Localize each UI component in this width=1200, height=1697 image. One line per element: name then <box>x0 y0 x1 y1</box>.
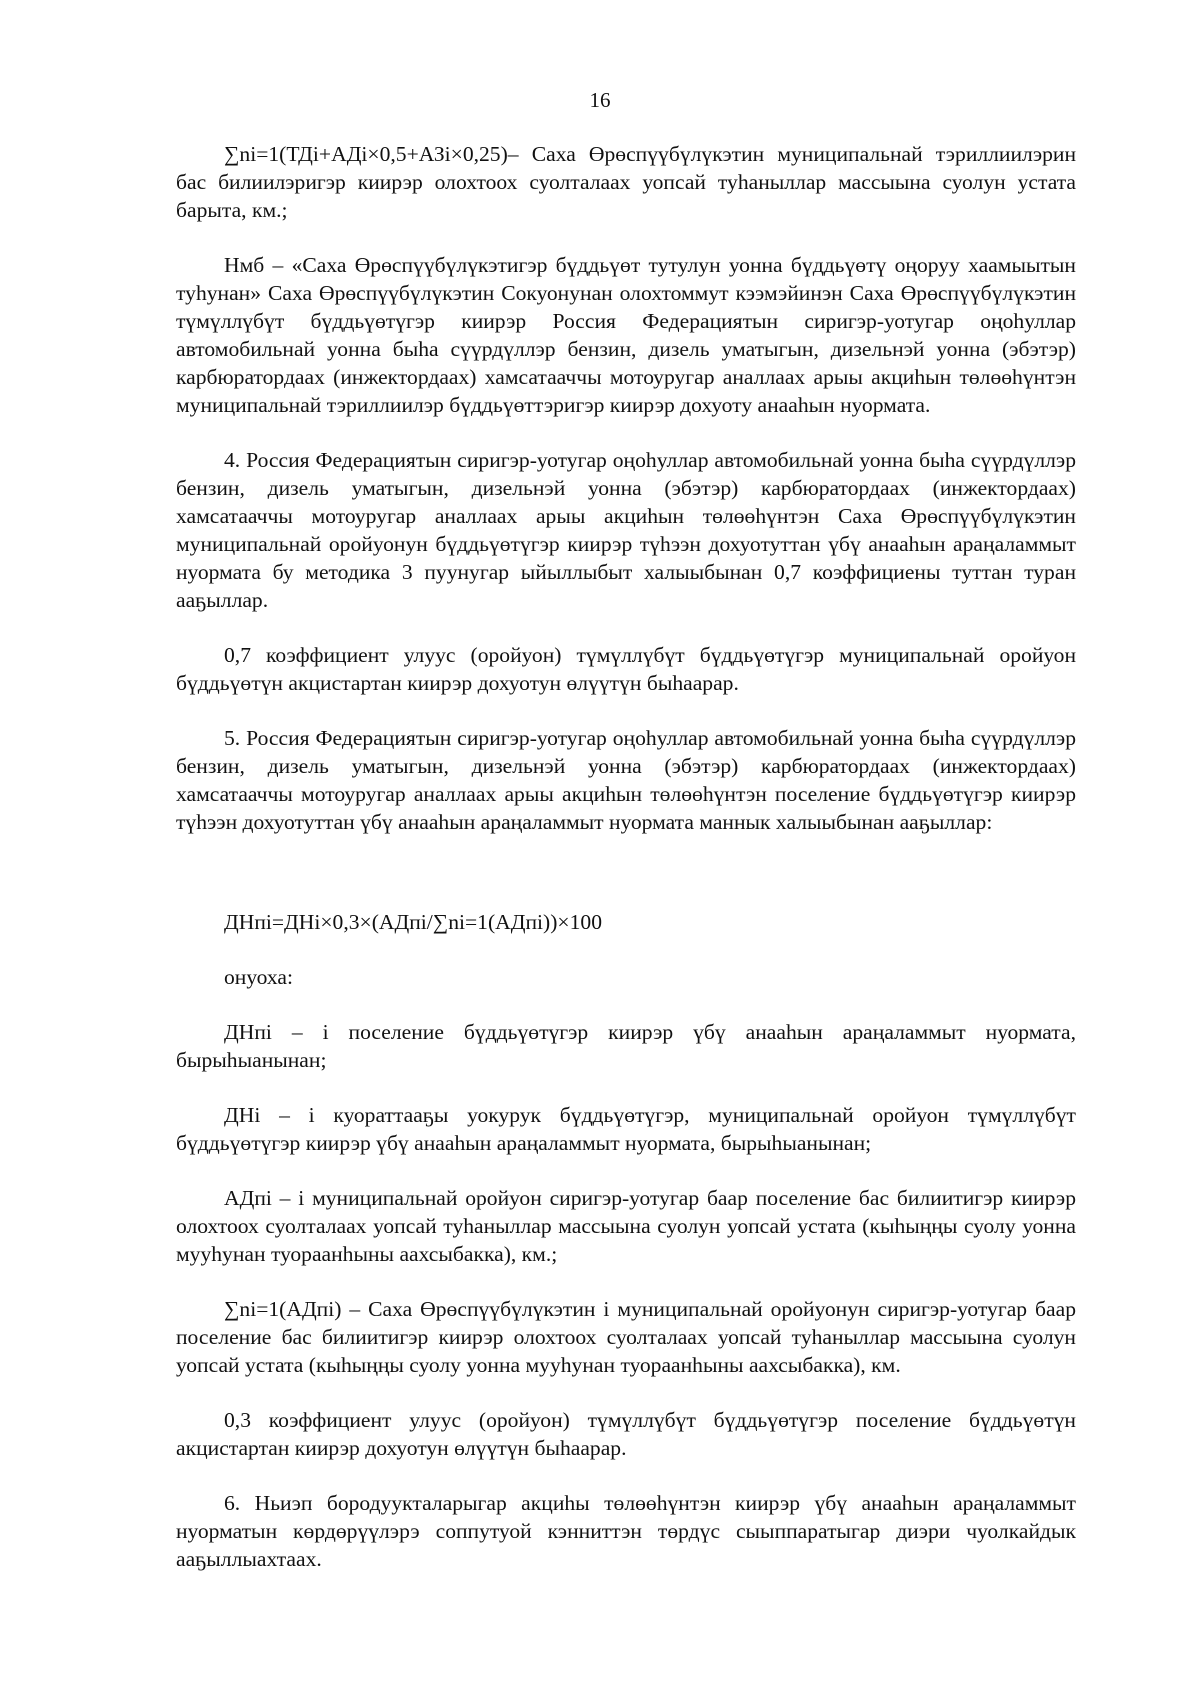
paragraph-item-6: 6. Ньиэп бородуукталарыгар акциһы төлөөһүнтэн киирэр үбү анааһын араңаламмыт нуорматын көрдөрүүлэрэ соппутуой кэнниттэн төрдүс сыыппаратыгар диэри чуолкайдык ааҕыллыахтаах. <box>176 1491 1076 1571</box>
paragraph-sum-definition: ∑ni=1(ТДі+АДі×0,5+АЗі×0,25)– Саха Өрөспүүбүлүкэтин муниципальнай тэриллиилэрин бас билиилэригэр киирэр олохтоох суолталаах уопсай туһаныллар массыына суолун устата барыта, км.; <box>176 142 1076 222</box>
paragraph-adpi-definition: АДпі – і муниципальнай оройуон сиригэр-уотугар баар поселение бас билиитигэр киирэр олохтоох суолталаах уопсай туһаныллар массыына суолун уопсай устата (кыһыңңы суолу уонна мууһунан туораанһыны аахсыбакка), км.; <box>176 1186 1076 1266</box>
paragraph-item-5: 5. Россия Федерациятын сиригэр-уотугар оңоһуллар автомобильнай уонна быһа сүүрдүллэр бензин, дизель уматыгын, дизельнэй уонна (эбэтэр) карбюратордаах (инжектордаах) хамсатааччы мотоуругар аналлаах арыы акциһын төлөөһүнтэн поселение бүддьүөтүгэр киирэр түһээн дохуотуттан үбү анааһын араңаламмыт нуормата маннык халыыбынан ааҕыллар: <box>176 726 1076 834</box>
paragraph-dnpi-definition: ДНпі – і поселение бүддьүөтүгэр киирэр үбү анааһын араңаламмыт нуормата, бырыһыанынан; <box>176 1020 1076 1072</box>
paragraph-item-4: 4. Россия Федерациятын сиригэр-уотугар оңоһуллар автомобильнай уонна быһа сүүрдүллэр бензин, дизель уматыгын, дизельнэй уонна (эбэтэр) карбюратордаах (инжектордаах) хамсатааччы мотоуругар аналлаах арыы акциһын төлөөһүнтэн Саха Өрөспүүбүлүкэтин муниципальнай оройуонун бүддьүөтүгэр киирэр түһээн дохуотуттан үбү анааһын араңаламмыт нуормата бу методика 3 пуунугар ыйыллыбыт халыыбынан 0,7 коэффициены туттан туран ааҕыллар. <box>176 448 1076 612</box>
paragraph-coefficient-03: 0,3 коэффициент улуус (оройуон) түмүллүбүт бүддьүөтүгэр поселение бүддьүөтүн акцистартан киирэр дохуотун өлүүтүн быһаарар. <box>176 1408 1076 1460</box>
paragraph-nmb-definition: Нмб – «Саха Өрөспүүбүлүкэтигэр бүддьүөт тутулун уонна бүддьүөтү оңоруу хаамыытын туһунан» Саха Өрөспүүбүлүкэтин Сокуонунан олохтоммут кээмэйинэн Саха Өрөспүүбүлүкэтин түмүллүбүт бүддьүөтүгэр киирэр Россия Федерациятын сиригэр-уотугар оңоһуллар автомобильнай уонна быһа сүүрдүллэр бензин, дизель уматыгын, дизельнэй уонна (эбэтэр) карбюратордаах (инжектордаах) хамсатааччы мотоуругар аналлаах арыы акциһын төлөөһүнтэн муниципальнай тэриллиилэр бүддьүөттэригэр киирэр дохуоту анааһын нуормата. <box>176 253 1076 417</box>
paragraph-onuoha: онуоха: <box>224 965 293 989</box>
paragraph-sum-adpi-definition: ∑ni=1(АДпі) – Саха Өрөспүүбүлүкэтин і муниципальнай оройуонун сиригэр-уотугар баар поселение бас билиитигэр киирэр олохтоох суолталаах уопсай туһаныллар массыына суолун уопсай устата (кыһыңңы суолу уонна мууһунан туораанһыны аахсыбакка), км. <box>176 1297 1076 1377</box>
formula: ДНпі=ДНі×0,3×(АДпі/∑ni=1(АДпі))×100 <box>224 910 602 934</box>
paragraph-coefficient-07: 0,7 коэффициент улуус (оройуон) түмүллүбүт бүддьүөтүгэр муниципальнай оройуон бүддьүөтүн акцистартан киирэр дохуотун өлүүтүн быһаарар. <box>176 643 1076 695</box>
page-number: 16 <box>589 88 611 112</box>
document-body <box>176 140 1076 1573</box>
paragraph-dni-definition: ДНі – і куораттааҕы уокурук бүддьүөтүгэр, муниципальнай оройуон түмүллүбүт бүддьүөтүгэр киирэр үбү анааһын араңаламмыт нуормата, бырыһыанынан; <box>176 1103 1076 1155</box>
